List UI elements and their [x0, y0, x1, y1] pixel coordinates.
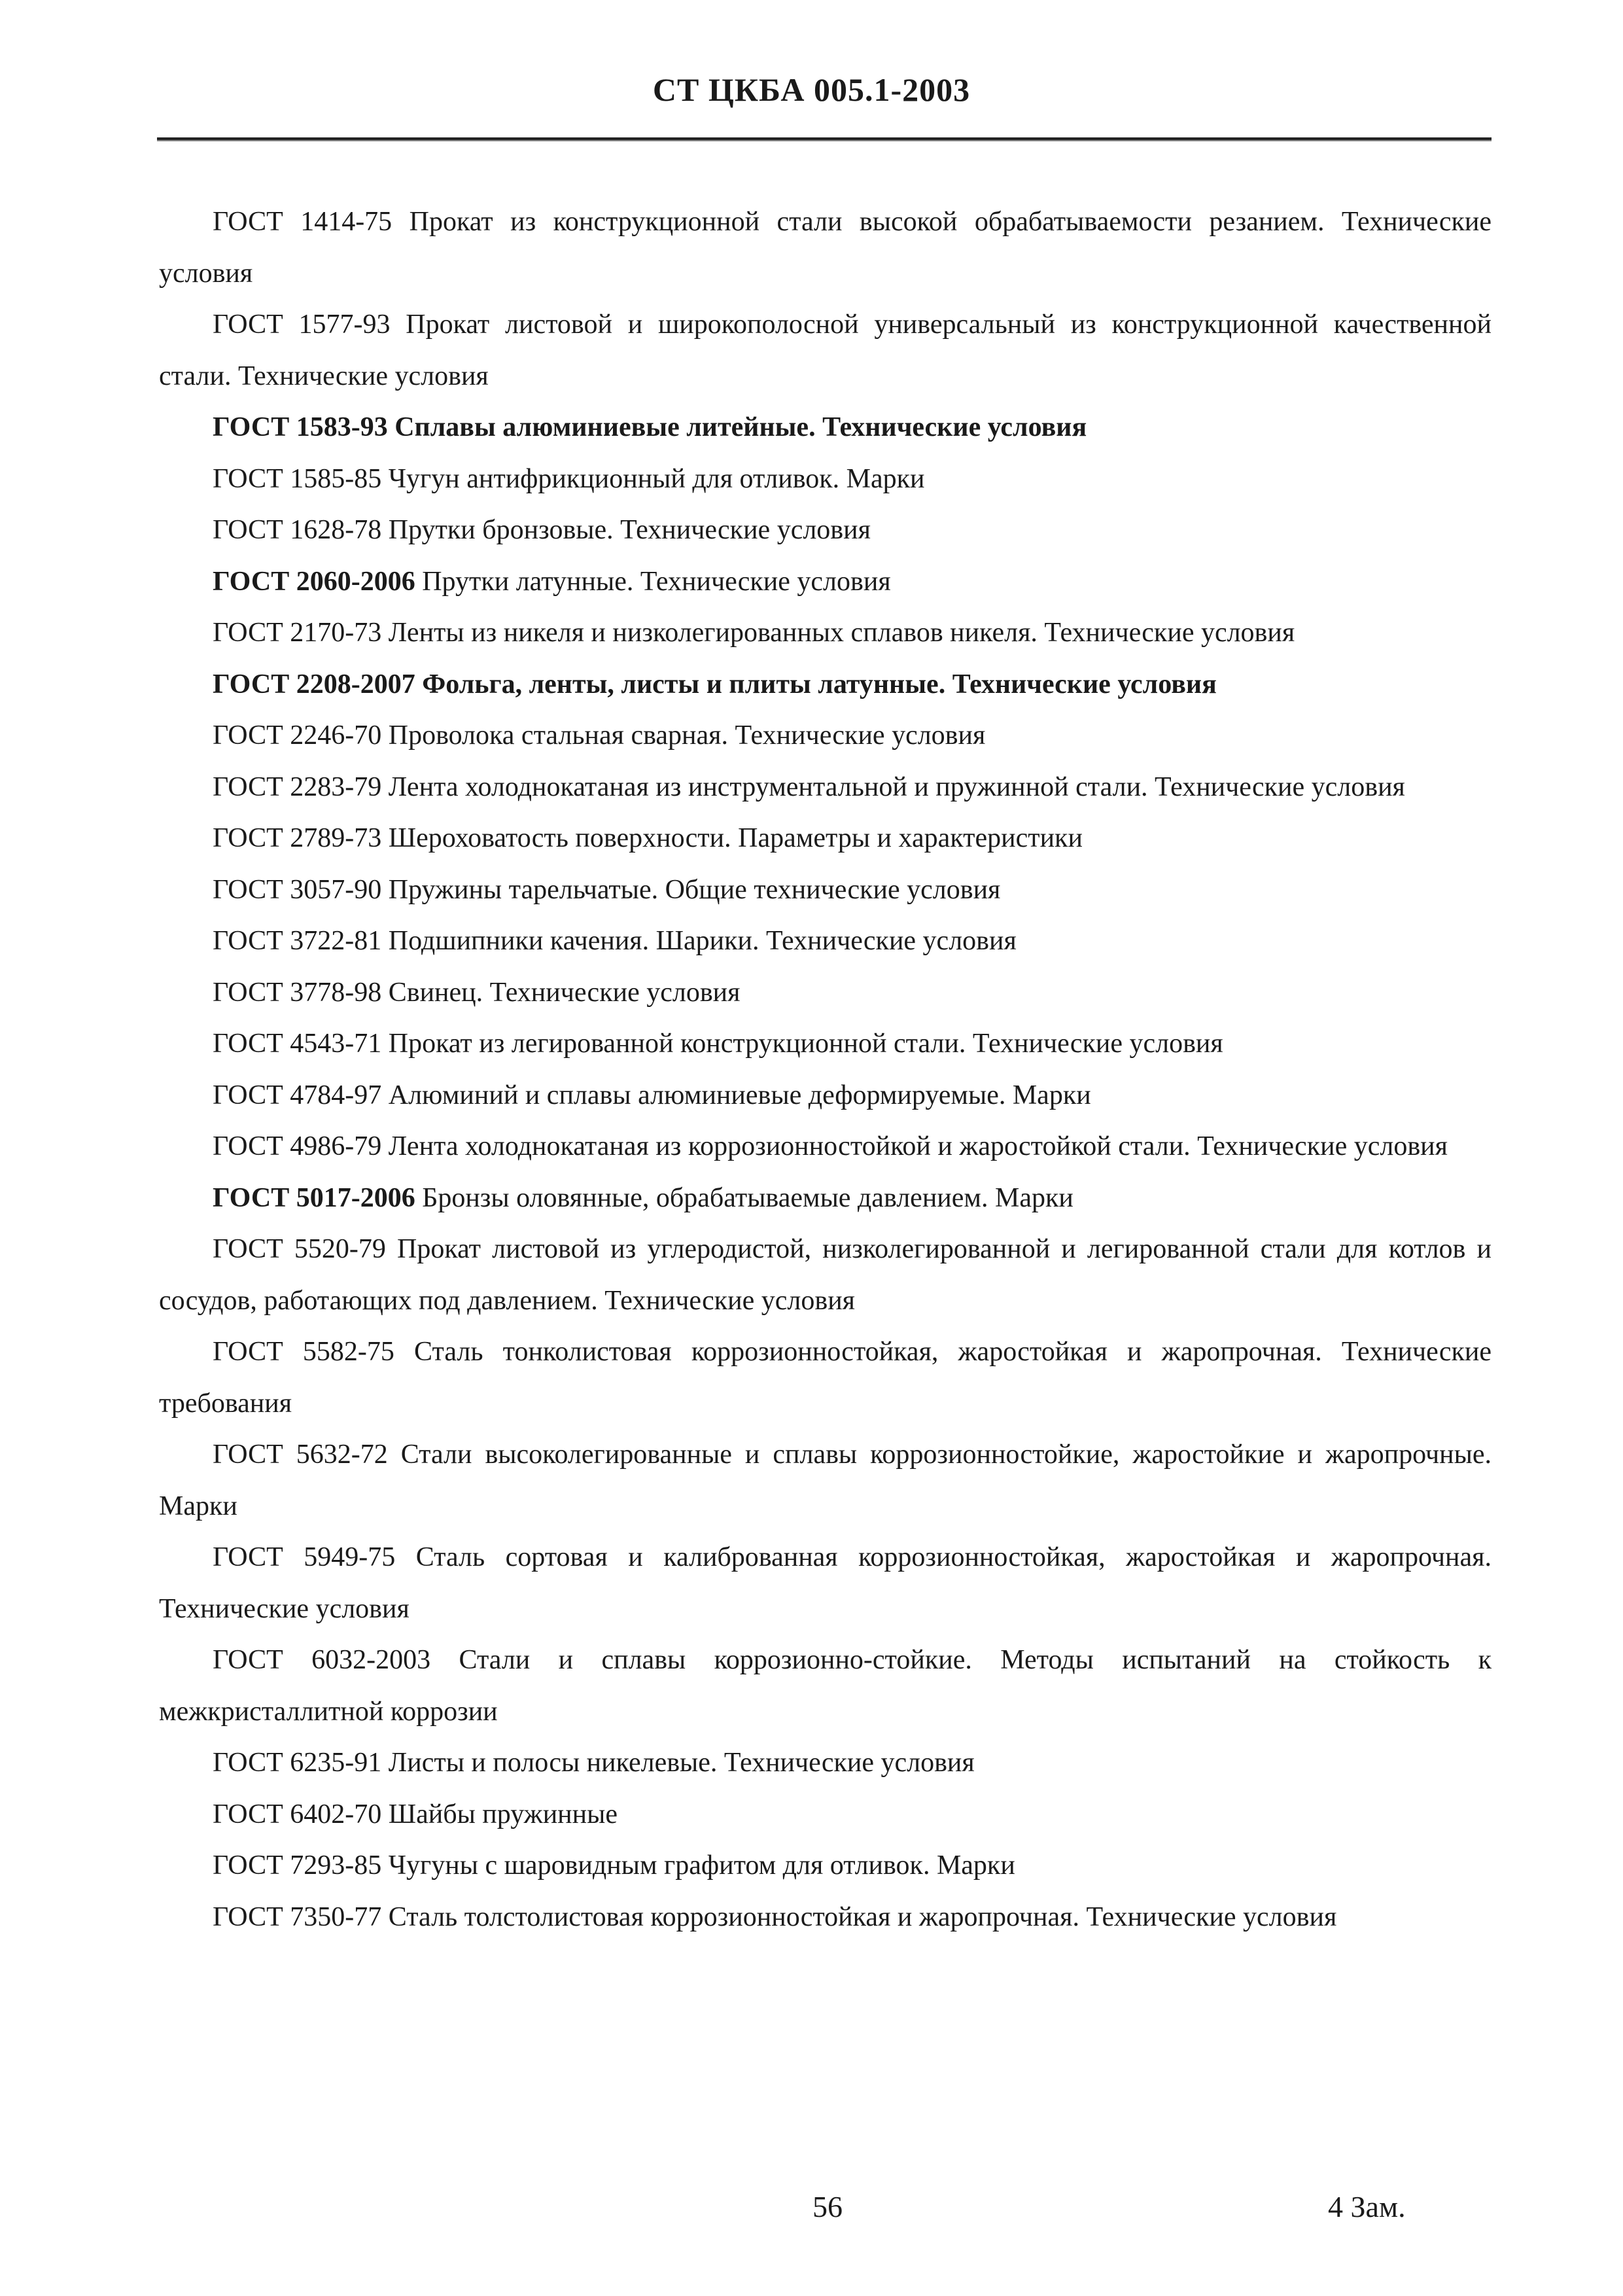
document-header: СТ ЦКБА 005.1-2003: [652, 71, 971, 108]
list-item: [159, 1326, 1492, 1429]
standard-title: Шероховатость поверхности. Параметры и характеристики: [381, 823, 1083, 853]
header-divider: [157, 137, 1492, 140]
standard-code: ГОСТ 1628-78: [213, 515, 382, 545]
standard-title: Алюминий и сплавы алюминиевые деформируемые. Марки: [381, 1080, 1091, 1110]
standard-code: ГОСТ 4784-97: [213, 1080, 382, 1110]
standard-title: Прокат из легированной конструкционной стали. Технические условия: [381, 1029, 1223, 1059]
list-item: [159, 1070, 1492, 1122]
list-item: [159, 556, 1492, 608]
list-item: [159, 1121, 1492, 1173]
standard-code: ГОСТ 1585-85: [213, 463, 382, 494]
standard-code: ГОСТ 6402-70: [213, 1799, 382, 1829]
standard-code: ГОСТ 5582-75: [213, 1337, 394, 1367]
standard-code: ГОСТ 4543-71: [213, 1029, 382, 1059]
standard-title: Лента холоднокатаная из инструментальной и пружинной стали. Технические условия: [381, 771, 1405, 802]
revision-note: 4 Зам.: [1328, 2190, 1406, 2223]
list-item: [159, 1173, 1492, 1224]
list-item: [159, 1840, 1492, 1892]
standard-code: ГОСТ 5520-79: [213, 1234, 386, 1264]
standard-title: Прокат листовой из углеродистой, низколегированной и легированной стали для котлов и сосудов, работающих под давлением. Технические условия: [159, 1234, 1492, 1316]
standard-code: ГОСТ 2789-73: [213, 823, 382, 853]
list-item: [159, 1737, 1492, 1789]
standard-title: Прутки бронзовые. Технические условия: [381, 515, 871, 545]
standard-code: ГОСТ 2208-2007: [213, 669, 415, 699]
list-item: [159, 1634, 1492, 1737]
list-item: [159, 196, 1492, 299]
standard-code: ГОСТ 3722-81: [213, 926, 382, 956]
list-item: [159, 504, 1492, 556]
list-item: [159, 659, 1492, 711]
standard-code: ГОСТ 1583-93: [213, 412, 388, 442]
standard-title: Проволока стальная сварная. Технические условия: [381, 720, 986, 751]
standard-code: ГОСТ 6235-91: [213, 1748, 382, 1778]
standard-title: Листы и полосы никелевые. Технические условия: [381, 1748, 975, 1778]
standards-reference-list: [159, 196, 1492, 1943]
list-item: [159, 762, 1492, 813]
standard-title: Сталь сортовая и калиброванная коррозионностойкая, жаростойкая и жаропрочная. Технические условия: [159, 1542, 1492, 1624]
standard-title: Бронзы оловянные, обрабатываемые давлением. Марки: [415, 1182, 1073, 1213]
standard-code: ГОСТ 6032-2003: [213, 1645, 431, 1675]
standard-title: Шайбы пружинные: [381, 1799, 618, 1829]
list-item: [159, 1018, 1492, 1070]
standard-code: ГОСТ 4986-79: [213, 1131, 382, 1161]
standard-code: ГОСТ 5017-2006: [213, 1182, 415, 1213]
list-item: [159, 607, 1492, 659]
standard-code: ГОСТ 1577-93: [213, 309, 391, 340]
standard-title: Чугуны с шаровидным графитом для отливок. Марки: [381, 1850, 1015, 1881]
list-item: [159, 1532, 1492, 1634]
list-item: [159, 915, 1492, 967]
standard-code: ГОСТ 2283-79: [213, 771, 382, 802]
standard-title: Подшипники качения. Шарики. Технические условия: [381, 926, 1017, 956]
standard-code: ГОСТ 2170-73: [213, 618, 382, 648]
standard-title: Сплавы алюминиевые литейные. Технические условия: [387, 412, 1087, 442]
standard-code: ГОСТ 7293-85: [213, 1850, 382, 1881]
list-item: [159, 453, 1492, 505]
list-item: [159, 864, 1492, 916]
standard-title: Прутки латунные. Технические условия: [415, 566, 891, 597]
standard-code: ГОСТ 3778-98: [213, 977, 382, 1008]
list-item: [159, 813, 1492, 864]
standard-code: ГОСТ 5949-75: [213, 1542, 396, 1572]
list-item: [159, 1892, 1492, 1943]
list-item: [159, 402, 1492, 453]
standard-title: Свинец. Технические условия: [381, 977, 741, 1008]
list-item: [159, 967, 1492, 1019]
list-item: [159, 1224, 1492, 1326]
standard-title: Ленты из никеля и низколегированных сплавов никеля. Технические условия: [381, 618, 1295, 648]
standard-code: ГОСТ 7350-77: [213, 1901, 382, 1932]
list-item: [159, 1429, 1492, 1532]
standard-title: Прокат листовой и широкополосной универсальный из конструкционной качественной стали. Технические условия: [159, 309, 1492, 391]
standard-title: Фольга, ленты, листы и плиты латунные. Технические условия: [415, 669, 1217, 699]
standard-code: ГОСТ 2246-70: [213, 720, 382, 751]
standard-code: ГОСТ 1414-75: [213, 207, 393, 237]
standard-title: Стали и сплавы коррозионно-стойкие. Методы испытаний на стойкость к межкристаллитной коррозии: [159, 1645, 1492, 1727]
list-item: [159, 299, 1492, 402]
list-item: [159, 710, 1492, 762]
standard-title: Сталь тонколистовая коррозионностойкая, жаростойкая и жаропрочная. Технические требования: [159, 1337, 1492, 1419]
list-item: [159, 1789, 1492, 1841]
standard-title: Чугун антифрикционный для отливок. Марки: [381, 463, 925, 494]
standard-code: ГОСТ 3057-90: [213, 874, 382, 905]
standard-title: Сталь толстолистовая коррозионностойкая и жаропрочная. Технические условия: [381, 1901, 1337, 1932]
standard-title: Стали высоколегированные и сплавы коррозионностойкие, жаростойкие и жаропрочные. Марки: [159, 1439, 1492, 1521]
standard-title: Прокат из конструкционной стали высокой обрабатываемости резанием. Технические условия: [159, 207, 1492, 289]
standard-title: Пружины тарельчатые. Общие технические условия: [381, 874, 1001, 905]
page-number: 56: [812, 2190, 843, 2223]
standard-title: Лента холоднокатаная из коррозионностойкой и жаростойкой стали. Технические условия: [381, 1131, 1448, 1161]
standard-code: ГОСТ 5632-72: [213, 1439, 388, 1470]
standard-code: ГОСТ 2060-2006: [213, 566, 415, 597]
